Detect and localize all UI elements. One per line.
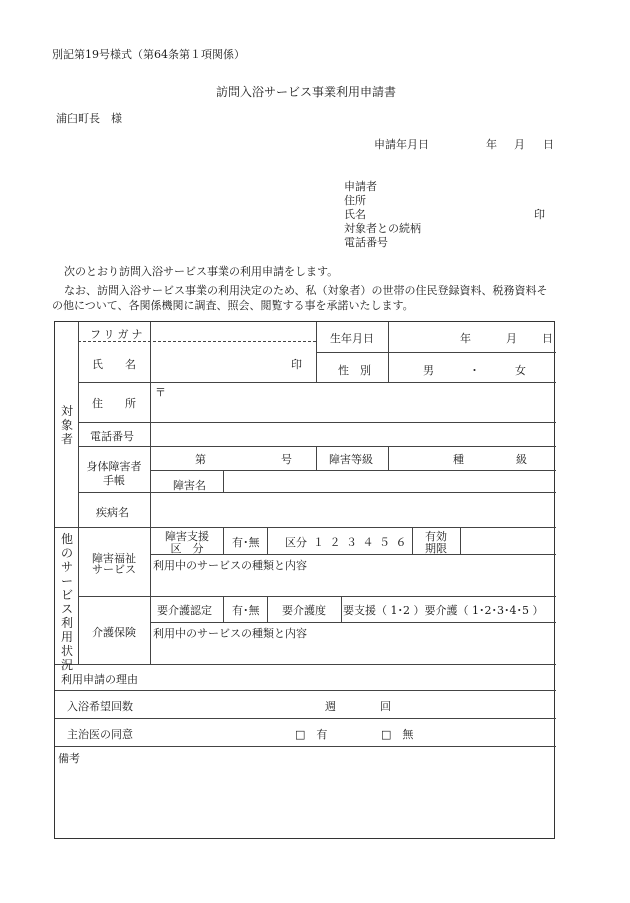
- bath-frequency-times: 回: [380, 700, 391, 713]
- validity-label-line1: 有効: [425, 530, 447, 543]
- sex-male[interactable]: 男: [423, 364, 434, 377]
- bath-frequency-week: 週: [325, 700, 336, 713]
- addressee: 浦臼町長 様: [56, 112, 122, 125]
- statement-consent: なお、訪問入浴サービス事業の利用決定のため、私（対象者）の世帯の住民登録資料、税務資料その他について、各関係機関に調査、照会、閲覧する事を承諾いたします。: [52, 284, 548, 312]
- other-services-section-label: 他のサービス利用状況: [60, 532, 73, 672]
- applicant-relationship-label: 対象者との続柄: [344, 222, 421, 235]
- care-yes-no[interactable]: 有･無: [232, 604, 260, 617]
- form-number: 別記第19号様式（第64条第１項関係）: [52, 48, 245, 61]
- bath-frequency-label: 入浴希望回数: [67, 700, 133, 713]
- postal-mark: 〒: [155, 386, 166, 399]
- form-title: 訪問入浴サービス事業利用申請書: [216, 85, 397, 99]
- handbook-number-suffix: 号: [281, 453, 292, 466]
- care-level-label: 要介護度: [282, 604, 326, 617]
- care-level-values[interactable]: 要支援（ 1･2 ）要介護（ 1･2･3･4･5 ）: [343, 604, 544, 617]
- application-form-table: [54, 321, 555, 839]
- sex-separator: ・: [469, 364, 480, 377]
- sex-label: 性 別: [338, 364, 371, 377]
- target-address-label: 住 所: [92, 397, 136, 410]
- applicant-phone-label: 電話番号: [344, 236, 388, 249]
- statement-application: 次のとおり訪問入浴サービス事業の利用申請をします。: [64, 265, 339, 278]
- grade-type: 種: [453, 453, 464, 466]
- application-year: 年: [486, 138, 497, 151]
- application-date-label: 申請年月日: [374, 138, 429, 151]
- support-category-line2: 区 分: [170, 542, 204, 555]
- disability-name-label: 障害名: [173, 479, 206, 492]
- validity-label-line2: 期限: [425, 542, 447, 555]
- applicant-seal: 印: [534, 208, 545, 221]
- target-phone-label: 電話番号: [90, 430, 134, 443]
- handbook-label-line2: 手帳: [103, 474, 125, 487]
- welfare-service-label-line1: 障害福祉: [92, 552, 136, 565]
- disability-grade-label: 障害等級: [329, 453, 373, 466]
- application-month: 月: [514, 138, 525, 151]
- target-name-label: 氏 名: [92, 358, 136, 371]
- grade-level: 級: [516, 453, 527, 466]
- disease-name-label: 疾病名: [96, 506, 129, 519]
- welfare-service-label-line2: サービス: [92, 563, 136, 576]
- reason-label: 利用申請の理由: [61, 673, 138, 686]
- category-label: 区分: [285, 536, 307, 549]
- target-section-label: 対象者: [60, 404, 73, 446]
- remarks-label: 備考: [58, 752, 80, 765]
- birth-month: 月: [506, 332, 517, 345]
- handbook-label-line1: 身体障害者: [86, 460, 142, 473]
- applicant-name-label: 氏名: [344, 208, 366, 221]
- support-category-line1: 障害支援: [165, 530, 209, 543]
- physician-consent-yes-checkbox[interactable]: □ 有: [295, 728, 328, 741]
- category-numbers[interactable]: １ ２ ３ ４ ５ ６: [313, 536, 408, 549]
- physician-consent-label: 主治医の同意: [67, 728, 133, 741]
- physician-consent-no-checkbox[interactable]: □ 無: [381, 728, 414, 741]
- applicant-label: 申請者: [344, 180, 377, 193]
- applicant-address-label: 住所: [344, 194, 366, 207]
- target-seal: 印: [291, 358, 302, 371]
- welfare-services-in-use-label: 利用中のサービスの種類と内容: [153, 559, 307, 572]
- furigana-label: フリガナ: [90, 328, 146, 341]
- birth-day: 日: [542, 332, 553, 345]
- sex-female[interactable]: 女: [515, 364, 526, 377]
- application-day: 日: [543, 138, 554, 151]
- handbook-number-prefix: 第: [195, 453, 206, 466]
- birth-date-label: 生年月日: [330, 332, 374, 345]
- care-insurance-label: 介護保険: [92, 626, 136, 639]
- welfare-yes-no[interactable]: 有･無: [232, 536, 260, 549]
- care-services-in-use-label: 利用中のサービスの種類と内容: [153, 627, 307, 640]
- birth-year: 年: [460, 332, 471, 345]
- care-certification-label: 要介護認定: [157, 604, 212, 617]
